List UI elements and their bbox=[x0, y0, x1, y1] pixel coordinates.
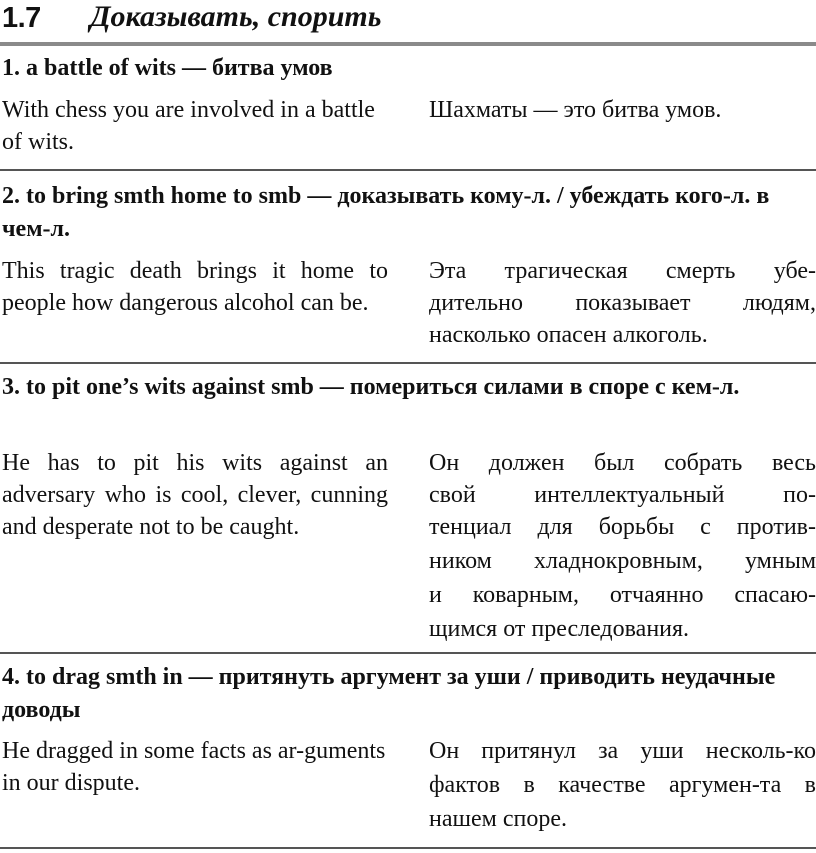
header-rule bbox=[0, 42, 816, 46]
entry-heading: 4. to drag smth in — притянуть аргумент за уши / приводить неудачные доводы bbox=[2, 664, 776, 723]
entry-heading: 2. to bring smth home to smb — доказывать кому-л. / убеждать кого-л. в чем-л. bbox=[2, 183, 770, 242]
section-header bbox=[0, 0, 816, 44]
entry-divider bbox=[0, 362, 816, 364]
entry-russian-translation bbox=[429, 735, 816, 835]
translation-line: и коварным, отчаянно спасаю- bbox=[429, 582, 816, 608]
entry-heading: 3. to pit one’s wits against smb — помериться силами в споре с кем-л. bbox=[2, 374, 740, 400]
entry-divider bbox=[0, 169, 816, 171]
entry-russian-translation bbox=[429, 447, 816, 645]
entry-heading: 1. a battle of wits — битва умов bbox=[2, 55, 333, 81]
translation-line: тенциал для борьбы с против- bbox=[429, 514, 816, 540]
translation-line: Эта трагическая смерть убе- bbox=[429, 258, 816, 284]
translation-line: нашем споре. bbox=[429, 806, 567, 832]
entry-english-example: He has to pit his wits against an adversary who is cool, clever, cunning and desperate not to be caught. bbox=[2, 450, 388, 540]
entry-russian-translation bbox=[429, 255, 816, 351]
translation-line: насколько опасен алкоголь. bbox=[429, 322, 708, 348]
section-number: 1.7 bbox=[2, 2, 41, 34]
translation-line: фактов в качестве аргумен-та в bbox=[429, 772, 816, 798]
section-title: Доказывать, спорить bbox=[90, 0, 382, 33]
entry-divider bbox=[0, 652, 816, 654]
entry-english-example: He dragged in some facts as ar-guments in our dispute. bbox=[2, 738, 386, 796]
translation-line: дительно показывает людям, bbox=[429, 290, 816, 316]
entry-english-example: This tragic death brings it home to people how dangerous alcohol can be. bbox=[2, 258, 388, 316]
translation-line: свой интеллектуальный по- bbox=[429, 482, 816, 508]
translation-line: ником хладнокровным, умным bbox=[429, 548, 816, 574]
translation-line: Он притянул за уши несколь-ко bbox=[429, 738, 816, 764]
translation-line: Он должен был собрать весь bbox=[429, 450, 816, 476]
translation-line: щимся от преследования. bbox=[429, 616, 690, 642]
entry-russian-translation: Шахматы — это битва умов. bbox=[429, 97, 722, 123]
entry-divider bbox=[0, 847, 816, 849]
entry-english-example: With chess you are involved in a battle of wits. bbox=[2, 97, 375, 155]
